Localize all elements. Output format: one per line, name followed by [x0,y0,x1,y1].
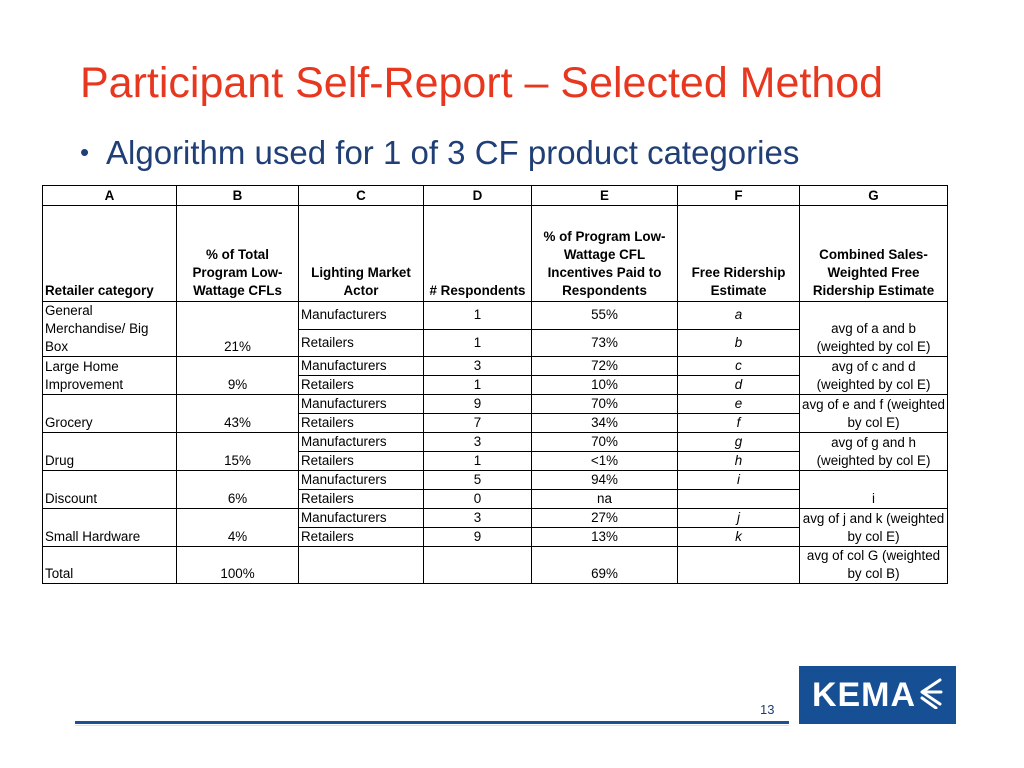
header-combined-estimate: Combined Sales-Weighted Free Ridership Estimate [800,206,948,302]
total-respondents-cell [424,547,532,584]
incentive-pct-cell: 70% [532,433,678,452]
estimate-cell: h [678,452,800,471]
actor-cell: Manufacturers [299,433,424,452]
actor-cell: Manufacturers [299,395,424,414]
actor-cell: Retailers [299,414,424,433]
incentive-pct-cell: 13% [532,528,678,547]
table-row [43,395,948,414]
header-market-actor: Lighting Market Actor [299,206,424,302]
actor-cell: Retailers [299,452,424,471]
share-cell: 9% [177,357,299,395]
table-row [43,471,948,490]
share-cell: 4% [177,509,299,547]
respondents-cell: 1 [424,452,532,471]
table-row [43,433,948,452]
actor-cell: Retailers [299,329,424,357]
respondents-cell: 3 [424,509,532,528]
combined-estimate-cell: avg of a and b (weighted by col E) [800,302,948,357]
respondents-cell: 1 [424,376,532,395]
kema-logo [799,666,956,724]
actor-cell: Manufacturers [299,357,424,376]
actor-cell: Manufacturers [299,509,424,528]
logo-wordmark: KEMA [811,676,917,714]
total-row [43,547,948,584]
incentive-pct-cell: 10% [532,376,678,395]
column-letter-d: D [424,186,532,206]
total-label-cell: Total [43,547,177,584]
incentive-pct-cell: na [532,490,678,509]
column-letter-a: A [43,186,177,206]
total-incentive-pct-cell: 69% [532,547,678,584]
incentive-pct-cell: 34% [532,414,678,433]
estimate-cell: a [678,302,800,330]
combined-estimate-cell: avg of e and f (weighted by col E) [800,395,948,433]
incentive-pct-cell: 72% [532,357,678,376]
incentive-pct-cell: 73% [532,329,678,357]
free-ridership-table [42,185,948,584]
respondents-cell: 3 [424,357,532,376]
incentive-pct-cell: <1% [532,452,678,471]
actor-cell: Manufacturers [299,302,424,330]
estimate-cell: b [678,329,800,357]
respondents-cell: 9 [424,528,532,547]
estimate-cell: e [678,395,800,414]
column-letter-f: F [678,186,800,206]
total-combined-cell: avg of col G (weighted by col B) [800,547,948,584]
page-number: 13 [760,702,775,717]
respondents-cell: 9 [424,395,532,414]
estimate-cell: j [678,509,800,528]
retailer-category-cell: Grocery [43,395,177,433]
estimate-cell: c [678,357,800,376]
column-letter-g: G [800,186,948,206]
estimate-cell: g [678,433,800,452]
actor-cell: Manufacturers [299,471,424,490]
incentive-pct-cell: 94% [532,471,678,490]
retailer-category-cell: General Merchandise/ Big Box [43,302,177,357]
actor-cell: Retailers [299,490,424,509]
combined-estimate-cell: i [800,471,948,509]
bullet-text: Algorithm used for 1 of 3 CF product categories [106,134,800,171]
retailer-category-cell: Drug [43,433,177,471]
column-header-row [43,206,948,302]
combined-estimate-cell: avg of c and d (weighted by col E) [800,357,948,395]
actor-cell: Retailers [299,376,424,395]
incentive-pct-cell: 27% [532,509,678,528]
column-letter-c: C [299,186,424,206]
header-respondents: # Respondents [424,206,532,302]
share-cell: 21% [177,302,299,357]
estimate-cell [678,490,800,509]
header-retailer-category: Retailer category [43,206,177,302]
estimate-cell: d [678,376,800,395]
retailer-category-cell: Large Home Improvement [43,357,177,395]
respondents-cell: 3 [424,433,532,452]
total-estimate-cell [678,547,800,584]
total-share-cell: 100% [177,547,299,584]
column-letter-row [43,186,948,206]
incentive-pct-cell: 55% [532,302,678,330]
share-cell: 6% [177,471,299,509]
estimate-cell: f [678,414,800,433]
slide-title: Participant Self-Report – Selected Method [80,59,884,107]
respondents-cell: 7 [424,414,532,433]
bullet-point [80,136,799,169]
estimate-cell: k [678,528,800,547]
actor-cell: Retailers [299,528,424,547]
table-row [43,302,948,330]
footer-rule [75,721,789,724]
combined-estimate-cell: avg of g and h (weighted by col E) [800,433,948,471]
respondents-cell: 1 [424,302,532,330]
header-free-ridership-estimate: Free Ridership Estimate [678,206,800,302]
share-cell: 15% [177,433,299,471]
column-letter-b: B [177,186,299,206]
combined-estimate-cell: avg of j and k (weighted by col E) [800,509,948,547]
bullet-dot-icon: • [80,137,90,167]
respondents-cell: 1 [424,329,532,357]
respondents-cell: 0 [424,490,532,509]
total-actor-cell [299,547,424,584]
respondents-cell: 5 [424,471,532,490]
retailer-category-cell: Discount [43,471,177,509]
table-row [43,509,948,528]
header-share-of-cfls: % of Total Program Low-Wattage CFLs [177,206,299,302]
table-row [43,357,948,376]
incentive-pct-cell: 70% [532,395,678,414]
retailer-category-cell: Small Hardware [43,509,177,547]
column-letter-e: E [532,186,678,206]
kema-lightning-icon [919,677,943,714]
footer-rule-shadow [75,725,789,726]
share-cell: 43% [177,395,299,433]
header-incentives-paid: % of Program Low-Wattage CFL Incentives Paid to Respondents [532,206,678,302]
estimate-cell: i [678,471,800,490]
